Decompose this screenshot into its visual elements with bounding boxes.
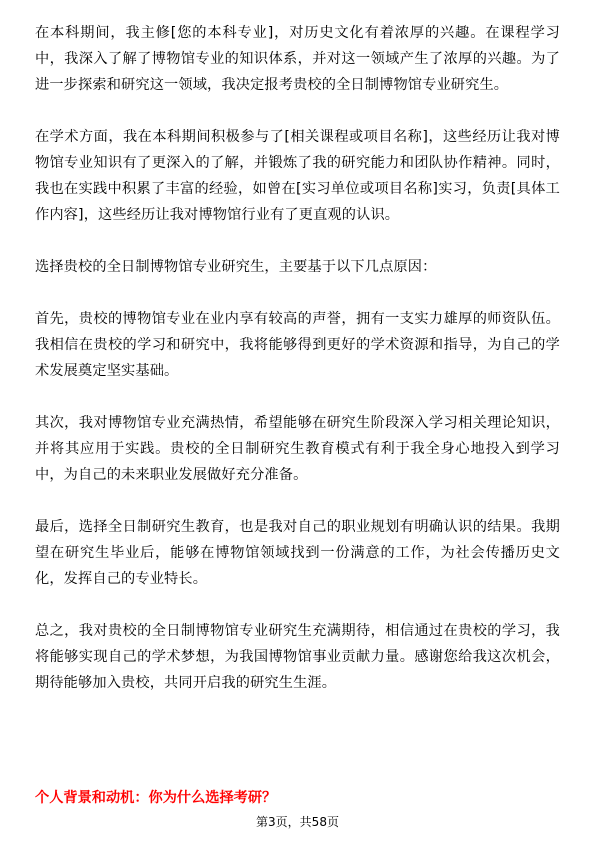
paragraph-conclusion: 总之，我对贵校的全日制博物馆专业研究生充满期待，相信通过在贵校的学习，我将能够实现自己的学术梦想，为我国博物馆事业贡献力量。感谢您给我这次机会，期待能够加入贵校，共同开启我的研究生生涯。 xyxy=(35,623,560,691)
section-heading: 个人背景和动机：你为什么选择考研？ xyxy=(35,790,277,806)
paragraph-academic: 在学术方面，我在本科期间积极参与了[相关课程或项目名称]，这些经历让我对博物馆专业知识有了更深入的了解，并锻炼了我的研究能力和团队协作精神。同时，我也在实践中积累了丰富的经验，如曾在[实习单位或项目名称]实习，负责[具体工作内容]，这些经历让我对博物馆行业有了更直观的认识。 xyxy=(35,129,560,223)
paragraph-reason-last: 最后，选择全日制研究生教育，也是我对自己的职业规划有明确认识的结果。我期望在研究生毕业后，能够在博物馆领域找到一份满意的工作，为社会传播历史文化，发挥自己的专业特长。 xyxy=(35,519,560,587)
paragraph-background: 在本科期间，我主修[您的本科专业]，对历史文化有着浓厚的兴趣。在课程学习中，我深入了解了博物馆专业的知识体系，并对这一领域产生了浓厚的兴趣。为了进一步探索和研究这一领域，我决定报考贵校的全日制博物馆专业研究生。 xyxy=(35,25,560,93)
page-number-footer: 第3页，共58页 xyxy=(256,815,339,829)
paragraph-reason-first: 首先，贵校的博物馆专业在业内享有较高的声誉，拥有一支实力雄厚的师资队伍。我相信在贵校的学习和研究中，我将能够得到更好的学术资源和指导，为自己的学术发展奠定坚实基础。 xyxy=(35,311,560,379)
paragraph-reason-second: 其次，我对博物馆专业充满热情，希望能够在研究生阶段深入学习相关理论知识，并将其应用于实践。贵校的全日制研究生教育模式有利于我全身心地投入到学习中，为自己的未来职业发展做好充分准备。 xyxy=(35,415,560,483)
paragraph-reasons-intro: 选择贵校的全日制博物馆专业研究生，主要基于以下几点原因： xyxy=(35,259,437,275)
body-text xyxy=(35,20,560,722)
